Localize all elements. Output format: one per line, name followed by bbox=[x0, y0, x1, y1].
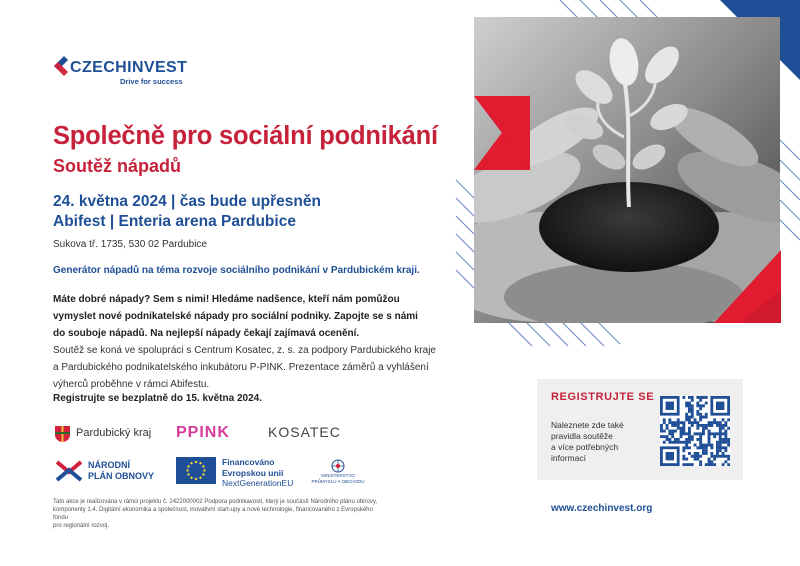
mpo-line: MINISTERSTVO bbox=[321, 473, 355, 478]
paragraph-line: výherců proběhne v rámci Abifestu. bbox=[53, 379, 210, 390]
partner-kosatec: KOSATEC bbox=[268, 424, 341, 440]
logo-wordmark: CZECHINVEST bbox=[70, 59, 188, 76]
eu-flag-icon bbox=[176, 457, 216, 484]
paragraph-line: a Pardubického podnikatelského inkubátoru P-PINK. Prezentace záměrů a vyhlášení bbox=[53, 362, 429, 373]
partner-eu bbox=[222, 457, 322, 489]
partner-mpo bbox=[308, 473, 368, 484]
npo-line: NÁRODNÍ bbox=[88, 460, 130, 470]
event-subtitle: Soutěž nápadů bbox=[53, 156, 182, 176]
paragraph-line: Soutěž se koná ve spolupráci s Centrum Kosatec, z. s. za podpory Pardubického kraje bbox=[53, 345, 436, 356]
czechinvest-logo bbox=[52, 54, 192, 90]
qr-code-icon[interactable] bbox=[660, 396, 730, 466]
paragraph-line: Máte dobré nápady? Sem s nimi! Hledáme nadšence, kteří nám pomůžou bbox=[53, 294, 400, 305]
footnote-line: pro regionální rozvoj. bbox=[53, 523, 110, 529]
lead-text: Generátor nápadů na téma rozvoje sociálního podnikání v Pardubickém kraji. bbox=[53, 265, 420, 276]
paragraph-line: vymyslet nové podnikatelské nápady pro sociální podniky. Zapojte se s námi bbox=[53, 311, 418, 322]
footnote bbox=[53, 498, 383, 530]
eu-line: NextGenerationEU bbox=[222, 478, 294, 488]
npo-line: PLÁN OBNOVY bbox=[88, 471, 155, 481]
partner-npo bbox=[88, 460, 158, 482]
footnote-line: Tato akce je realizována v rámci projektu č. 2422000002 Podpora podnikavosti, který je součástí Národního plánu obnovy, bbox=[53, 499, 378, 505]
eu-line: Evropskou unií bbox=[222, 467, 284, 478]
event-title: Společně pro sociální podnikání bbox=[53, 122, 438, 150]
description-paragraph bbox=[53, 342, 453, 393]
mpo-logo-icon bbox=[326, 458, 350, 473]
intro-bold-paragraph bbox=[53, 291, 453, 342]
website-link[interactable]: www.czechinvest.org bbox=[551, 503, 653, 514]
registration-info bbox=[551, 420, 646, 464]
event-venue: Abifest | Enteria arena Pardubice bbox=[53, 213, 296, 230]
info-line: pravidla soutěže bbox=[551, 431, 613, 441]
partner-ppink: PPINK bbox=[176, 424, 230, 441]
paragraph-line: do souboje nápadů. Na nejlepší nápady čekají zajímavá ocenění. bbox=[53, 328, 360, 339]
mpo-line: PRŮMYSLU A OBCHODU bbox=[311, 478, 365, 484]
registration-title: REGISTRUJTE SE bbox=[551, 391, 655, 403]
event-date: 24. května 2024 | čas bude upřesněn bbox=[53, 193, 321, 210]
info-line: a více potřebných bbox=[551, 442, 619, 452]
pardubicky-kraj-emblem-icon bbox=[54, 425, 71, 443]
partner-pardubicky-kraj: Pardubický kraj bbox=[76, 427, 152, 439]
logo-tagline: Drive for success bbox=[120, 77, 183, 86]
event-address: Sukova tř. 1735, 530 02 Pardubice bbox=[53, 239, 207, 250]
registration-deadline: Registrujte se bezplatně do 15. května 2024. bbox=[53, 393, 262, 404]
eu-line: Financováno bbox=[222, 457, 275, 467]
npo-logo-icon bbox=[54, 458, 84, 484]
footnote-line: komponenty 1.4. Digitální ekonomika a společnost, inovativní start-upy a nové technologie, financovaného z Evropského fondu bbox=[53, 507, 373, 521]
info-line: informací bbox=[551, 453, 586, 463]
info-line: Naleznete zde také bbox=[551, 420, 624, 430]
